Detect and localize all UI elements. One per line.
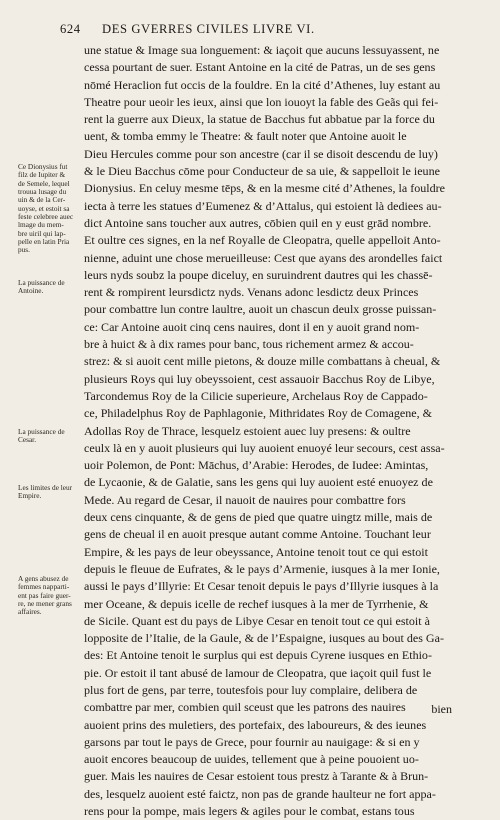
catchword: bien bbox=[431, 702, 452, 716]
margin-note-cesar-power bbox=[18, 428, 80, 445]
margin-note-line: trouua lusage du bbox=[18, 187, 67, 197]
margin-note-women bbox=[18, 575, 80, 617]
text-line: Mede. Au regard de Cesar, il nauoit de nauires pour combattre fors bbox=[84, 492, 406, 507]
text-line: cessa pourtant de suer. Estant Antoine en la cité de Patras, un de ses gens bbox=[84, 60, 436, 75]
text-line: gens de cheual il en auoit presque autant comme Antoine. Touchant leur bbox=[84, 527, 431, 542]
page-number: 624 bbox=[60, 22, 81, 36]
margin-note-line: femmes napparti- bbox=[18, 582, 70, 592]
margin-note-line: bre uiril qui lap- bbox=[18, 228, 66, 238]
text-line: uent, & tomba emmy le Theatre: & fault noter que Antoine auoit le bbox=[84, 129, 407, 144]
margin-note-line: La puissance de bbox=[18, 278, 65, 287]
text-line: auoient prins des muletiers, des portefaix, des laboureurs, & des ieunes bbox=[84, 717, 427, 732]
text-line: pour combattre lun contre laultre, auoit un chascun deulx grosse puissan- bbox=[84, 302, 437, 317]
text-line: iecta à terre les statues d’Eumenez & d’Attalus, qui estoient là dediees au- bbox=[84, 198, 442, 213]
running-title: DES GVERRES CIVILES LIVRE VI. bbox=[102, 22, 315, 36]
text-line: Theatre pour ueoir les ieux, ainsi que lon iouoyt la fable des Geãs qui fei- bbox=[84, 94, 439, 109]
text-line: Dionysius. En celuy mesme tēps, & en la mesme cité d’Athenes, la fouldre bbox=[84, 181, 445, 196]
text-line: ce: Car Antoine auoit cinq cens nauires, dont il en y auoit grand nom- bbox=[84, 319, 420, 334]
text-line: rent la guerre aux Dieux, la statue de Bacchus fut abbatue par la force du bbox=[84, 112, 435, 127]
text-line: des, lesquelz auoient esté faictz, non pas de grande haulteur ne fort appa- bbox=[84, 786, 436, 801]
text-line: nienne, aduint une chose merueilleuse: Cest que ayans des arondelles faict bbox=[84, 250, 443, 265]
margin-note-line: de Semele, lequel bbox=[18, 178, 70, 188]
margin-note-line: A gens abusez de bbox=[18, 574, 69, 583]
margin-note-line: La puissance de bbox=[18, 427, 65, 436]
margin-note-line: uoyse, et estoit sa bbox=[18, 203, 70, 213]
text-line: plusieurs Roys qui luy obeyssoient, cest assauoir Bacchus Roy de Libye, bbox=[84, 371, 435, 386]
margin-note-line: re, ne mener grans bbox=[18, 599, 72, 609]
text-line: rens pour la pompe, mais legers & agiles pour le combat, estans tous bbox=[84, 804, 415, 819]
text-line: deux cens cinquante, & de gens de pied que quatre uingtz mille, mais de bbox=[84, 510, 433, 525]
margin-note-line: Cesar. bbox=[18, 435, 37, 445]
text-line: nōmé Heraclion fut occis de la fouldre. En la cité d’Athenes, luy estant au bbox=[84, 77, 441, 92]
text-line: strez: & si auoit cent mille pietons, & douze mille combattans à cheual, & bbox=[84, 354, 441, 369]
text-line: Adollas Roy de Thrace, lesquelz estoient auec luy presens: & oultre bbox=[84, 423, 411, 438]
text-line: des: Et Antoine tenoit le surplus qui est depuis Cyrene iusques en Ethio- bbox=[84, 648, 432, 663]
text-line: aussi le pays d’Illyrie: Et Cesar tenoit depuis le pays d’Illyrie iusques à la bbox=[84, 579, 439, 594]
margin-note-line: Les limites de leur bbox=[18, 483, 73, 492]
text-line: une statue & Image sua longuement: & iaçoit que aucuns lessuyassent, ne bbox=[84, 43, 440, 57]
text-line: Et oultre ces signes, en la nef Royalle de Cleopatra, quelle appelloit Anto- bbox=[84, 233, 441, 248]
body-text bbox=[84, 42, 460, 820]
text-line: lopposite de l’Italie, de la Gaule, & de l’Espaigne, iusques au bout des Ga- bbox=[84, 631, 444, 646]
text-line: combattre par mer, combien quil sceust que les patrons des nauires bbox=[84, 700, 406, 715]
margin-note-empire-limits bbox=[18, 484, 80, 501]
text-line: pie. Or estoit il tant abusé de lamour de Cleopatra, que iaçoit quil fust le bbox=[84, 665, 432, 680]
page-header bbox=[60, 22, 470, 42]
text-line: garsons par tout le pays de Grece, pour fournir au nauigage: & si en y bbox=[84, 734, 420, 749]
text-line: ceulx là en y auoit plusieurs qui luy auoient enuoyé leur secours, cest assa- bbox=[84, 440, 445, 455]
text-line: leurs nyds soubz la poupe diceluy, en suruindrent dautres qui les chassē- bbox=[84, 267, 433, 282]
margin-note-line: ent pas faire guer- bbox=[18, 590, 71, 600]
margin-note-line: Antoine. bbox=[18, 286, 44, 296]
text-line: & le Dieu Bacchus cōme pour Conducteur de sa uie, & sappelloit le ieune bbox=[84, 164, 440, 179]
text-line: guer. Mais les nauires de Cesar estoient tous prestz à Tarante & à Brun- bbox=[84, 769, 429, 784]
text-line: Tarcondemus Roy de la Cilicie superieure, Archelaus Roy de Cappado- bbox=[84, 388, 428, 403]
text-line: de Lycaonie, & de Galatie, sans les gens qui luy auoient esté enuoyez de bbox=[84, 475, 433, 490]
margin-note-line: filz de Iupiter & bbox=[18, 170, 66, 180]
text-line: ce, Philadelphus Roy de Paphlagonie, Mithridates Roy de Comagene, & bbox=[84, 406, 432, 421]
margin-note-line: Ce Dionysius fut bbox=[18, 162, 68, 171]
margin-note-line: lmage du mem- bbox=[18, 220, 64, 230]
text-line: auoit encores beaucoup de uuides, tellement que à peine pouoient uo- bbox=[84, 752, 419, 767]
margin-note-line: feste celebree auec bbox=[18, 212, 74, 222]
margin-note-line: uin & de la Cer- bbox=[18, 195, 66, 205]
text-line: plus fort de gens, par terre, toutesfois pour luy complaire, delibera de bbox=[84, 682, 418, 697]
margin-note-line: pus. bbox=[18, 245, 30, 255]
text-line: Empire, & les pays de leur obeyssance, Antoine tenoit tout ce qui estoit bbox=[84, 544, 428, 559]
text-line: depuis le fleuue de Eufrates, & le pays d’Armenie, iusques à la mer Ionie, bbox=[84, 561, 440, 576]
text-line: uoir Polemon, de Pont: Māchus, d’Arabie: Herodes, de Iudee: Amintas, bbox=[84, 458, 429, 473]
margin-note-line: pelle en latin Pria bbox=[18, 237, 70, 247]
margin-note-dionysius bbox=[18, 163, 80, 255]
text-line: rent & rompirent leursdictz nyds. Venans adonc lesdictz deux Princes bbox=[84, 285, 419, 300]
margin-note-line: Empire. bbox=[18, 491, 42, 501]
text-line: de Sicile. Quant est du pays de Libye Cesar en tenoit tout ce qui estoit à bbox=[84, 613, 430, 628]
margin-note-line: affaires. bbox=[18, 607, 42, 617]
text-line: mer Oceane, & depuis icelle de rechef iusques à la mer de Tyrrhenie, & bbox=[84, 596, 429, 611]
text-line: dict Antoine sans toucher aux autres, cōbien quil en y eust grād nombre. bbox=[84, 215, 432, 230]
text-line: Dieu Hercules comme pour son ancestre (car il se disoit descendu de luy) bbox=[84, 146, 438, 161]
text-line: bre à huict & à dix rames pour banc, tous richement armez & accou- bbox=[84, 337, 414, 352]
margin-note-antoine-power bbox=[18, 279, 80, 296]
